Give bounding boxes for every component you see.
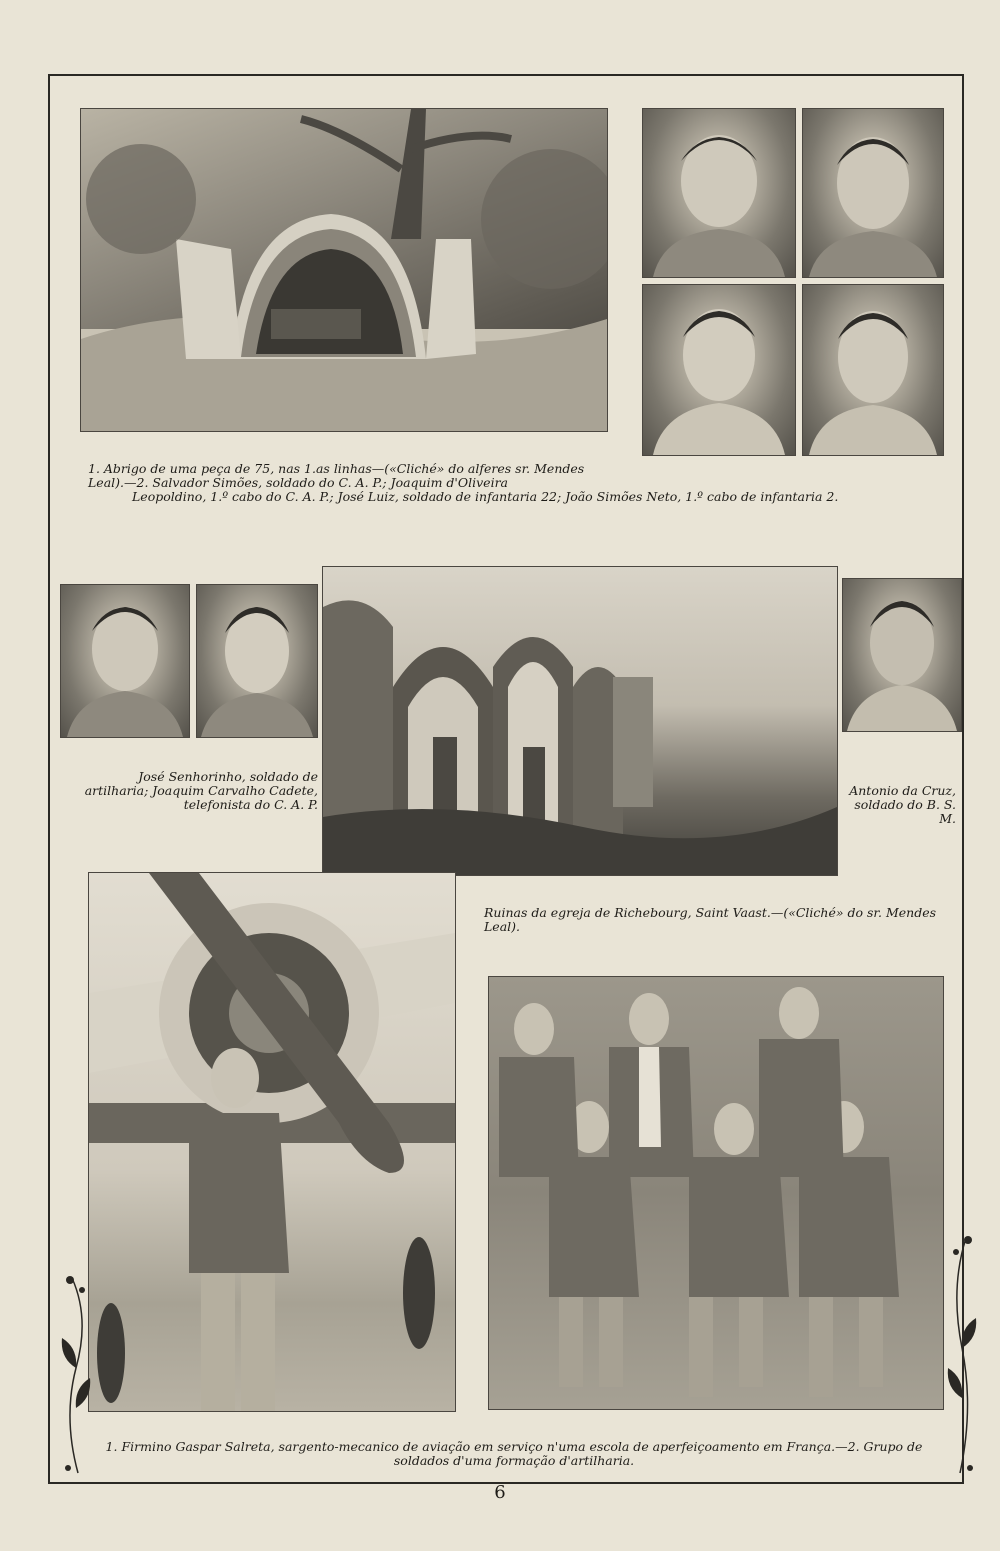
left-floral-ornament xyxy=(58,1268,98,1478)
photo-artillery-shelter xyxy=(80,108,608,432)
photo-church-ruins xyxy=(322,566,838,876)
caption-senhorinho: José Senhorinho, soldado de artilharia; Joaquim Carvalho Cadete, telefonista do C. A. P. xyxy=(84,769,318,812)
portrait-joaquim-carvalho-cadete xyxy=(196,584,318,738)
photo-artillery-group xyxy=(488,976,944,1410)
right-floral-ornament xyxy=(940,1228,980,1478)
caption-firmino: 1. Firmino Gaspar Salreta, sargento-mecanico de aviação em serviço n'uma escola de aperfeiçoamento em França.—2. Grupo de soldados d'uma formação d'artilharia. xyxy=(105,1439,923,1468)
portrait-joaquim-oliveira xyxy=(802,108,944,278)
caption-abrigo: 1. Abrigo de uma peça de 75, nas 1.as linhas—(«Cliché» do alferes sr. Mendes Leal).—2. Salvador Simões, soldado do C. A. P.; Joaquim d'Oliveira xyxy=(88,461,585,490)
caption-abrigo-line2: Leopoldino, 1.º cabo do C. A. P.; José Luiz, soldado de infantaria 22; João Simões Neto, 1.º cabo de infantaria 2. xyxy=(132,489,839,504)
portrait-antonio-da-cruz xyxy=(842,578,962,732)
portrait-jose-senhorinho xyxy=(60,584,190,738)
photo-aviator-firmino xyxy=(88,872,456,1412)
caption-ruinas: Ruinas da egreja de Richebourg, Saint Vaast.—(«Cliché» do sr. Mendes Leal). xyxy=(484,905,937,934)
page-number: 6 xyxy=(494,1482,506,1503)
portrait-salvador-simoes xyxy=(642,108,796,278)
caption-antonio: Antonio da Cruz, soldado do B. S. M. xyxy=(849,783,956,826)
portrait-joao-simoes-neto xyxy=(802,284,944,456)
portrait-jose-luiz xyxy=(642,284,796,456)
